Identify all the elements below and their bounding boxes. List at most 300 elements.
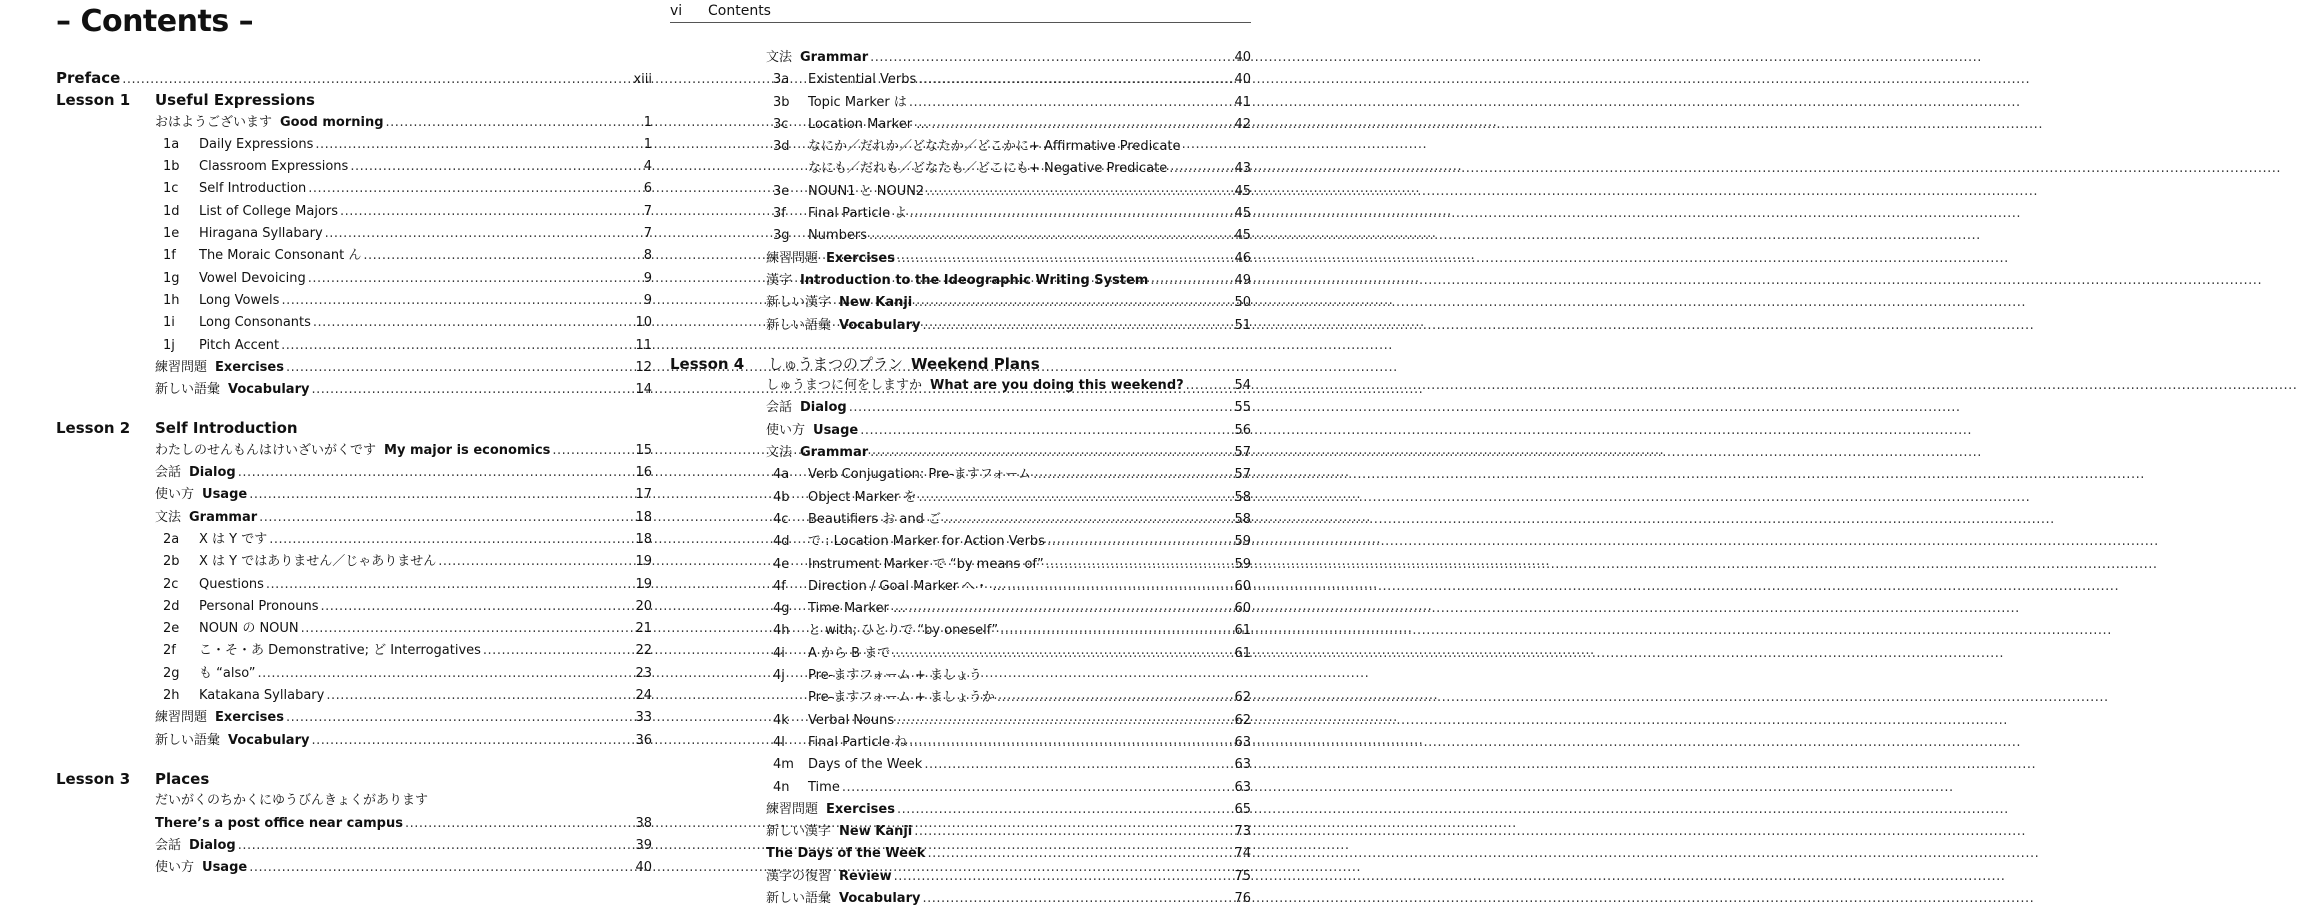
dot-leader: [1046, 554, 1233, 576]
entry-jp: だいがくのちかくにゆうびんきょくがあります: [155, 793, 429, 809]
dot-leader: [301, 618, 634, 640]
toc-entry[interactable]: [670, 576, 1251, 598]
toc-entry[interactable]: [56, 574, 652, 596]
entry-en: Usage: [202, 487, 248, 503]
entry-title: Direction / Goal Marker へ・ …: [808, 578, 1006, 594]
page-number: 63: [1234, 757, 1251, 773]
entry-title: Hiragana Syllabary: [199, 226, 323, 242]
toc-entry[interactable]: [670, 509, 1251, 531]
dot-leader: [896, 710, 1232, 732]
dot-leader: [914, 292, 1232, 314]
toc-entry[interactable]: [670, 620, 1251, 642]
toc-entry[interactable]: [670, 777, 1251, 799]
page-number: 73: [1234, 824, 1251, 840]
dot-leader: [325, 223, 642, 245]
lesson-name-en: Weekend Plans: [911, 354, 1040, 373]
page-number: 9: [643, 292, 652, 308]
dot-leader: [869, 225, 1232, 247]
entry-number: 2d: [163, 598, 180, 614]
toc-entry[interactable]: [56, 596, 652, 618]
entry-number: 4m: [773, 757, 794, 773]
entry-number: 4e: [773, 556, 790, 572]
page-number: 12: [635, 359, 652, 375]
page-number: 7: [643, 203, 652, 219]
toc-entry-dialog-title[interactable]: [56, 440, 652, 462]
toc-entry[interactable]: [670, 464, 1251, 486]
entry-title: Personal Pronouns: [199, 598, 319, 614]
entry-title: X は Y です: [199, 531, 268, 547]
dot-leader: [552, 440, 633, 462]
entry-title: Pre-ますフォーム + ましょう: [808, 668, 982, 684]
entry-en: Dialog: [189, 837, 236, 853]
toc-entry[interactable]: [670, 754, 1251, 776]
dot-leader: [894, 866, 1233, 888]
toc-entry-usage[interactable]: [670, 420, 1251, 442]
toc-entry-3d-line2[interactable]: [670, 158, 1251, 180]
dot-leader: [922, 315, 1232, 337]
entry-en: What are you doing this weekend?: [930, 378, 1184, 394]
entry-jp: 会話: [155, 837, 182, 853]
page-number: 56: [1234, 422, 1251, 438]
dot-leader: [405, 813, 633, 835]
dot-leader: [313, 312, 634, 334]
toc-entry[interactable]: [56, 529, 652, 551]
page-number: 15: [635, 442, 652, 458]
entry-number: 4i: [773, 645, 785, 661]
entry-number: 4a: [773, 467, 790, 483]
toc-entry[interactable]: [56, 178, 652, 200]
page-number: 74: [1234, 846, 1251, 862]
entry-jp: 練習問題: [155, 710, 208, 726]
entry-jp: 会話: [155, 465, 182, 481]
entry-en: Usage: [813, 422, 859, 438]
page-number: 40: [1234, 50, 1251, 65]
page-number: 51: [1234, 317, 1251, 333]
toc-entry[interactable]: [56, 156, 652, 178]
dot-leader: [308, 178, 641, 200]
page-number: 38: [635, 815, 652, 831]
entry-title: X は Y ではありません／じゃありません: [199, 554, 437, 570]
entry-title: こ・そ・あ Demonstrative; ど Interrogatives: [199, 643, 481, 659]
page-number: 1: [643, 136, 652, 152]
dot-leader: [326, 685, 633, 707]
page-number: 58: [1234, 489, 1251, 505]
entry-en: New Kanji: [839, 824, 913, 840]
page-number: 6: [643, 181, 652, 197]
page-number: 20: [635, 598, 652, 614]
page-number: 55: [1234, 400, 1251, 416]
dot-leader: [943, 509, 1232, 531]
dot-leader: [849, 397, 1233, 419]
dot-leader: [909, 92, 1233, 114]
page-number: 54: [1234, 378, 1251, 394]
entry-title: Days of the Week: [808, 757, 923, 773]
dot-leader: [311, 730, 633, 752]
toc-entry-4j-line2[interactable]: [670, 687, 1251, 709]
page-number: 41: [1234, 94, 1251, 110]
entry-number: 4b: [773, 489, 790, 505]
entry-number: 4k: [773, 712, 789, 728]
entry-en: Usage: [202, 860, 248, 876]
entry-en: My major is economics: [384, 442, 551, 458]
entry-number: 4h: [773, 623, 790, 639]
toc-entry[interactable]: [670, 554, 1251, 576]
page-number: 7: [643, 226, 652, 242]
entry-number: 2g: [163, 665, 180, 681]
entry-jp: 練習問題: [155, 359, 208, 375]
dot-leader: [909, 732, 1232, 754]
entry-number: 4l: [773, 734, 785, 750]
page-number: 75: [1234, 868, 1251, 884]
entry-jp: 文法: [766, 445, 793, 461]
entry-number: 3a: [773, 72, 790, 88]
entry-jp: しゅうまつに何をしますか: [766, 378, 923, 394]
lesson-label: Lesson 4: [670, 354, 745, 373]
page-number: 23: [635, 665, 652, 681]
entry-number: 4f: [773, 578, 786, 594]
page-number: 14: [635, 382, 652, 398]
dot-leader: [483, 640, 634, 662]
dot-leader: [286, 707, 633, 729]
entry-title: Topic Marker は: [808, 94, 907, 110]
toc-entry[interactable]: [56, 268, 652, 290]
entry-title: Long Vowels: [199, 292, 280, 308]
entry-number: 4d: [773, 534, 790, 550]
entry-jp: 使い方: [155, 860, 195, 876]
toc-entry-vocabulary[interactable]: [670, 315, 1251, 337]
entry-jp: 使い方: [155, 487, 195, 503]
page-number: 33: [635, 710, 652, 726]
entry-number: 2e: [163, 621, 180, 637]
toc-entry[interactable]: [56, 663, 652, 685]
entry-title: Katakana Syllabary: [199, 688, 325, 704]
entry-jp: 会話: [766, 400, 793, 416]
dot-leader: [320, 596, 633, 618]
dot-leader: [1000, 620, 1232, 642]
toc-entry-exercises[interactable]: [670, 799, 1251, 821]
entry-title: Location Marker …: [808, 116, 930, 132]
entry-jp: 練習問題: [766, 801, 819, 817]
entry-jp: 新しい語彙: [155, 382, 221, 398]
preface-label: Preface: [56, 69, 121, 87]
dot-leader: [924, 754, 1232, 776]
entry-title: Final Particle ね: [808, 734, 908, 750]
dot-leader: [122, 69, 631, 91]
entry-jp: 文法: [766, 50, 793, 65]
toc-entry[interactable]: [56, 201, 652, 223]
page-number: 19: [635, 576, 652, 592]
entry-title: Existential Verbs: [808, 72, 917, 88]
entry-number: 2c: [163, 576, 179, 592]
toc-entry[interactable]: [670, 643, 1251, 665]
page-number: 63: [1234, 734, 1251, 750]
entry-title: なにか／だれか／どなたか／どこかに+ Affirmative Predicate: [808, 139, 1181, 155]
dot-leader: [919, 487, 1233, 509]
toc-entry[interactable]: [56, 685, 652, 707]
entry-number: 1g: [163, 270, 180, 286]
toc-entry-dialog[interactable]: [56, 462, 652, 484]
toc-entry[interactable]: [670, 598, 1251, 620]
page-number: 40: [635, 860, 652, 876]
toc-entry[interactable]: [670, 487, 1251, 509]
dot-leader: [914, 821, 1232, 843]
page-number: 60: [1234, 578, 1251, 594]
toc-entry-dialog-title[interactable]: [670, 375, 1251, 397]
entry-title: と with; ひとりで “by oneself”: [808, 623, 999, 639]
lesson-heading-4[interactable]: [670, 353, 1251, 375]
entry-title: Verbal Nouns: [808, 712, 895, 728]
entry-en: Grammar: [189, 509, 258, 525]
toc-entry[interactable]: [56, 312, 652, 334]
dot-leader: [281, 290, 641, 312]
toc-entry[interactable]: [670, 69, 1251, 91]
dot-leader: [266, 574, 634, 596]
page-number: 62: [1234, 690, 1251, 706]
entry-en: Dialog: [800, 400, 847, 416]
toc-entry-vocabulary[interactable]: [56, 730, 652, 752]
page-number: 60: [1234, 601, 1251, 617]
page-number: 11: [635, 337, 652, 353]
toc-entry[interactable]: [670, 710, 1251, 732]
dot-leader: [249, 484, 633, 506]
entry-jp: 文法: [155, 509, 182, 525]
dot-leader: [1047, 531, 1233, 553]
toc-entry[interactable]: [670, 531, 1251, 553]
entry-title: Daily Expressions: [199, 136, 314, 152]
lesson-heading-2[interactable]: [56, 417, 652, 439]
entry-title: Long Consonants: [199, 315, 311, 331]
page-number: 10: [635, 315, 652, 331]
toc-entry[interactable]: [56, 335, 652, 357]
toc-entry-exercises[interactable]: [56, 707, 652, 729]
lesson-label: Lesson 2: [56, 419, 131, 438]
entry-en: Vocabulary: [839, 317, 921, 333]
lesson-heading-1[interactable]: [56, 89, 652, 111]
toc-entry[interactable]: [56, 223, 652, 245]
page-number: 49: [1234, 272, 1251, 288]
entry-jp: 新しい漢字: [766, 295, 832, 311]
toc-entry-grammar[interactable]: [670, 47, 1251, 69]
toc-entry-vocabulary[interactable]: [56, 379, 652, 401]
entry-number: 3e: [773, 183, 790, 199]
entry-en: New Kanji: [839, 295, 913, 311]
toc-entry-new-kanji[interactable]: [670, 292, 1251, 314]
entry-jp: 練習問題: [766, 250, 819, 266]
page-number: 61: [1234, 645, 1251, 661]
running-head: [670, 0, 1251, 23]
dot-leader: [238, 835, 634, 857]
entry-title: Instrument Marker で “by means of”: [808, 556, 1044, 572]
entry-en: Vocabulary: [839, 890, 921, 906]
toc-entry-kanji-intro[interactable]: [670, 270, 1251, 292]
page-number: 9: [643, 270, 652, 286]
toc-entry[interactable]: [670, 92, 1251, 114]
page-number: 45: [1234, 206, 1251, 222]
entry-jp: 新しい漢字: [766, 824, 832, 840]
entry-jp: 新しい語彙: [766, 890, 832, 906]
dot-leader: [281, 335, 633, 357]
running-head-text: Contents: [708, 3, 771, 19]
page-number: 19: [635, 554, 652, 570]
dot-leader: [860, 420, 1232, 442]
entry-title: なにも／だれも／どなたも／どこにも+ Negative Predicate: [808, 161, 1168, 177]
toc-entry[interactable]: [56, 551, 652, 573]
lesson-name: Useful Expressions: [155, 91, 315, 110]
toc-entry[interactable]: [670, 225, 1251, 247]
dot-leader: [1007, 576, 1232, 598]
entry-jp: 使い方: [766, 422, 806, 438]
entry-title: A から B まで: [808, 645, 891, 661]
toc-entry[interactable]: [56, 290, 652, 312]
page-number: 42: [1234, 116, 1251, 132]
entry-title: Pitch Accent: [199, 337, 280, 353]
dot-leader: [918, 69, 1232, 91]
toc-entry-grammar[interactable]: [56, 507, 652, 529]
toc-entry-usage[interactable]: [56, 857, 652, 879]
page-number: 21: [635, 621, 652, 637]
entry-jp: おはようございます: [155, 114, 273, 130]
toc-entry-dialog-title-jp[interactable]: [56, 790, 652, 812]
toc-entry-usage[interactable]: [56, 484, 652, 506]
lesson-name: Places: [155, 769, 210, 788]
entry-number: 1b: [163, 159, 180, 175]
entry-en: Review: [839, 868, 892, 884]
entry-title: Questions: [199, 576, 264, 592]
entry-title: Object Marker を: [808, 489, 917, 505]
dot-leader: [386, 112, 642, 134]
toc-entry-new-kanji[interactable]: [670, 821, 1251, 843]
dot-leader: [870, 47, 1232, 69]
entry-number: 2f: [163, 643, 176, 659]
entry-title: で : Location Marker for Action Verbs: [808, 534, 1045, 550]
toc-entry[interactable]: [56, 618, 652, 640]
page-number: 36: [635, 732, 652, 748]
toc-entry-3d-line1[interactable]: [670, 136, 1251, 158]
entry-title: Time Marker …: [808, 601, 907, 617]
dot-leader: [315, 134, 641, 156]
dot-leader: [311, 379, 633, 401]
entry-number: 1j: [163, 337, 175, 353]
toc-entry-preface[interactable]: [56, 67, 652, 89]
entry-en: The Days of the Week: [766, 846, 926, 862]
entry-number: 3c: [773, 116, 789, 132]
lesson-label: Lesson 1: [56, 91, 131, 110]
toc-entry-dialog[interactable]: [56, 835, 652, 857]
entry-title: Verb Conjugation: Pre-ますフォーム: [808, 467, 1032, 483]
dot-leader: [931, 114, 1232, 136]
toc-entry-grammar[interactable]: [670, 442, 1251, 464]
toc-entry[interactable]: [670, 732, 1251, 754]
dot-leader: [308, 268, 642, 290]
entry-jp: 漢字: [766, 272, 793, 288]
entry-title: NOUN1 と NOUN2: [808, 183, 925, 199]
page-number: 59: [1234, 534, 1251, 550]
page-number: 76: [1234, 890, 1251, 906]
dot-leader: [926, 181, 1232, 203]
entry-number: 3d: [773, 139, 790, 155]
entry-en: There’s a post office near campus: [155, 815, 403, 831]
toc-entry-exercises[interactable]: [56, 357, 652, 379]
entry-number: 1a: [163, 136, 180, 152]
page-number: 22: [635, 643, 652, 659]
entry-number: 3b: [773, 94, 790, 110]
entry-title: Numbers: [808, 228, 867, 244]
toc-entry-vocabulary[interactable]: [670, 888, 1251, 910]
dot-leader: [842, 777, 1233, 799]
toc-right: [670, 47, 1251, 910]
toc-entry[interactable]: [670, 203, 1251, 225]
toc-entry-review[interactable]: [670, 866, 1251, 888]
toc-entry[interactable]: [670, 114, 1251, 136]
entry-jp: 新しい語彙: [155, 732, 221, 748]
toc-entry-exercises[interactable]: [670, 248, 1251, 270]
page-number: 43: [1234, 161, 1251, 177]
entry-jp: わたしのせんもんはけいざいがくです: [155, 442, 377, 458]
contents-title: – Contents –: [56, 4, 254, 39]
entry-en: Introduction to the Ideographic Writing System: [800, 272, 1149, 288]
toc-entry[interactable]: [670, 181, 1251, 203]
page-number: xiii: [633, 72, 652, 87]
toc-entry-days-of-week[interactable]: [670, 843, 1251, 865]
toc-entry[interactable]: [56, 640, 652, 662]
dot-leader: [870, 442, 1232, 464]
page-number: 61: [1234, 623, 1251, 639]
entry-number: 2b: [163, 554, 180, 570]
page-number: 59: [1234, 556, 1251, 572]
page-number: 57: [1234, 445, 1251, 461]
page-number: 57: [1234, 467, 1251, 483]
page-number: 16: [635, 465, 652, 481]
entry-number: 4j: [773, 668, 785, 684]
entry-jp: 新しい語彙: [766, 317, 832, 333]
entry-title: List of College Majors: [199, 203, 339, 219]
toc-entry-dialog-title-en[interactable]: [56, 813, 652, 835]
dot-leader: [909, 203, 1232, 225]
toc-entry-dialog[interactable]: [670, 397, 1251, 419]
toc-entry-4j-line1[interactable]: [670, 665, 1251, 687]
lesson-label: Lesson 3: [56, 769, 131, 788]
toc-entry[interactable]: [56, 245, 652, 267]
entry-title: Vowel Devoicing: [199, 270, 306, 286]
entry-title: Final Particle よ: [808, 206, 908, 222]
entry-number: 1e: [163, 226, 180, 242]
page-number: 24: [635, 688, 652, 704]
page-number: 46: [1234, 250, 1251, 266]
lesson-heading-3[interactable]: [56, 768, 652, 790]
entry-title: Pre-ますフォーム + ましょうか: [808, 690, 995, 706]
toc-entry[interactable]: [56, 134, 652, 156]
dot-leader: [438, 551, 633, 573]
dot-leader: [897, 248, 1232, 270]
dot-leader: [340, 201, 642, 223]
page-number: 65: [1234, 801, 1251, 817]
entry-number: 4c: [773, 511, 789, 527]
entry-en: Exercises: [826, 250, 895, 266]
entry-en: Vocabulary: [228, 732, 310, 748]
dot-leader: [1033, 464, 1232, 486]
dot-leader: [892, 643, 1232, 665]
entry-title: Self Introduction: [199, 181, 307, 197]
entry-en: Exercises: [215, 359, 284, 375]
entry-title: The Moraic Consonant ん: [199, 248, 362, 264]
page-number: 18: [635, 509, 652, 525]
entry-title: Time: [808, 779, 840, 795]
entry-en: Vocabulary: [228, 382, 310, 398]
toc-entry-dialog-title[interactable]: [56, 112, 652, 134]
dot-leader: [1186, 375, 1233, 397]
entry-en: Exercises: [215, 710, 284, 726]
dot-leader: [997, 687, 1233, 709]
